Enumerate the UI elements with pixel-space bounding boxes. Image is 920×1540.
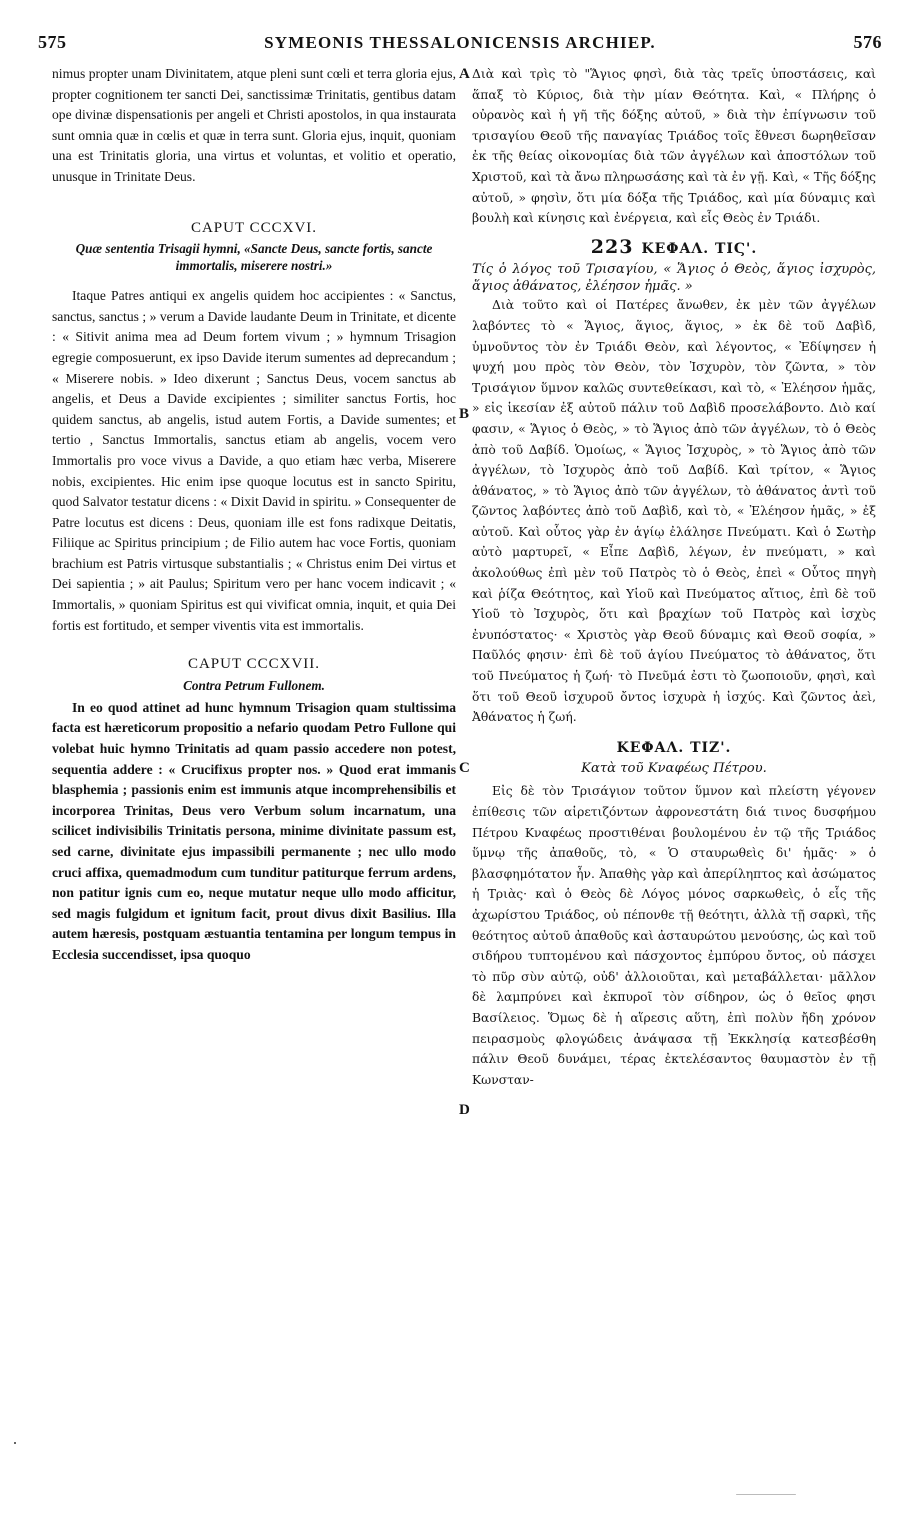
- greek-kephal-316-heading: [472, 237, 876, 260]
- scan-speck: [14, 1442, 16, 1444]
- greek-kephal-316-label: ΚΕΦΑΛ. ΤΙϚ'.: [641, 240, 758, 257]
- page-number-right: 576: [853, 32, 882, 52]
- greek-kephal-317-paragraph: Εἰς δὲ τὸν Τρισάγιον τοῦτον ὕμνον καὶ πλείστη γέγονεν ἐπίθεσις τῶν αἱρετιζόντων ἀφρονεστάτη διά τινος δυσφήμου Πέτρου Κναφέως προστιθέναι βουλομένου ἐν τῷ τῆς Τριάδος ὕμνῳ τῆς ἀπαθοῦς, τὸ, « Ὁ σταυρωθεὶς δι' ἡμᾶς· » ὁ βλασφημότατον ἦν. Ἀπαθὴς γὰρ καὶ ἀπερίληπτος καὶ ἀσώματος ἡ Τριὰς· καὶ ὁ Θεὸς δὲ Λόγος μόνος σαρκωθεὶς, ὁ εἷς τῆς ἀχωρίστου Τριάδος, οὐ πέπονθε τῇ θεότητι, ἀλλὰ τῇ σαρκὶ, τῆς θεότητος αὐτοῦ ἀπαθοῦς καὶ ἀσταυρώτου μενούσης, ὡς καὶ τοῦ σιδήρου τυπτομένου καὶ πάσχοντος ἐμπύρου ὄντος, οὐ πάσχει τὸ πῦρ σὺν αὐτῷ, οὐδ' ἀλλοιοῦται, καὶ μεταβάλλεται· μᾶλλον δὲ λαμπρύνει καὶ ἐκπυροῖ τὸν σίδηρον, ὡς ὁ θεῖος φησι Βασίλειος. Ὅμως δὲ ἡ αἵρεσις αὕτη, ἐπὶ πολὺν ἤδη χρόνον πειρασμοὺς φλογώδεις ἀνάψασα τῇ Ἐκκλησίᾳ κατεσβέσθη πάλιν Θεοῦ δυνάμει, τέρας ἐκτελέσαντος θαυμαστὸν ἐν τῇ Κωνσταν-: [472, 784, 876, 1087]
- latin-intro-paragraph: nimus propter unam Divinitatem, atque pleni sunt cœli et terra gloria ejus, propter cognitionem ter sancti Dei, sanctissimæ Trinitatis, gentibus datam ope divinæ dispensationis per angeli et Christi apostolos, in qua instaurata sunt omnia quæ in cœlis et quæ in terra sunt. Gloria ejus, inquit, quoniam una est Trinitatis gloria, una virtus et voluntas, et volitio et operatio, unusque in Trinitate Deus.: [52, 66, 456, 184]
- latin-caput-316-paragraph: Itaque Patres antiqui ex angelis quidem hoc accipientes : « Sanctus, sanctus, sanctus ; » verum a Davide laudante Deum in Trinitate, et dicente : « Sitivit anima mea ad Deum fortem vivum ; » hymnum Trisagion egregie composuerunt, ex ipso Davide iterum sumentes ad deprecandum ; « Miserere nobis. » Ideo dixerunt ; Sanctus Deus, vocem sanctus ab angelis, et Deus a Davide excipientes ; similiter sanctus Fortis, hoc quidem sanctus, ab angelis, istud autem Fortis, a Davide sumentes; et tertio , Sanctus Immortalis, sanctus etiam ab angelis, vocem vero Immortalis pro voce vivus a Davide, a quo etiam hæc verba, Miserere nobis, excipientes. Hic enim ipse quoque locutus est in sancto Spiritu, quod Salvator testatur dicens : « Dixit David in spiritu. » Consequenter de Patre locutus est dicens : Deus, quoniam ille est fons radixque Deitatis, Filiique ac Spiritus principium ; de Filio autem hac voce Fortis, quoniam brachium est Patris virtusque substantialis ; « Christus enim Dei virtus et Dei sapientia ; » ait Paulus; Spiritum vero per hanc vocem indicavit ; « Immortalis, » quoniam Spiritus est qui vivificat omnia, inquit, et quia Dei fortis est fortitudo, et semper viventis vita est immortalis.: [52, 288, 456, 633]
- margin-marker-a: A: [459, 66, 470, 82]
- greek-column: [472, 64, 876, 1090]
- latin-caput-317-heading: CAPUT CCCXVII.: [187, 656, 321, 673]
- page-number-left: 575: [38, 32, 67, 52]
- greek-intro-paragraph: Διὰ καὶ τρὶς τὸ "Ἅγιος φησὶ, διὰ τὰς τρεῖς ὑποστάσεις, καὶ ἅπαξ τὸ Κύριος, διὰ τὴν μίαν Θεότητα. Καὶ, « Πλήρης ὁ οὐρανὸς καὶ ἡ γῆ τῆς δόξης αὐτοῦ, » διὰ τὴν ἐπίγνωσιν τοῦ τρισαγίου Θεοῦ τῆς παναγίας Τριάδος τοῖς ἔθνεσι δωρηθεῖσαν ἐκ τῆς θείας οἰκονομίας διὰ τῶν ἀγγέλων καὶ ἀποστόλων τοῦ Χριστοῦ, καὶ τὰ ἄνω πληρωσάσης καὶ τὰ ἐν γῇ. Καὶ, « Τῆς δόξης αὐτοῦ, » φησὶν, ὅτι μία δόξα τῆς Τριάδος, καὶ μία δύναμις καὶ βουλὴ καὶ κίνησις καὶ ἐνέργεια, καὶ εἷς Θεὸς ἐν Τριάδι.: [472, 67, 876, 226]
- latin-caput-316-heading: CAPUT CCCXVI.: [190, 219, 318, 236]
- latin-caput-316-subtitle: Quæ sententia Trisagii hymni, «Sancte Deus, sancte fortis, sancte immortalis, miserere nostri.»: [75, 241, 433, 274]
- latin-caput-317-paragraph: In eo quod attinet ad hunc hymnum Trisagion quam stultissima facta est hæreticorum propositio a nefario quodam Petro Fullone qui volebat huic hymno Trinitatis ad quam passio accedere non potest, sequentia addere : « Crucifixus propter nos. » Quod erat immanis blasphemia ; passionis enim est immunis atque incomprehensibilis et incorporea Trinitas, Deus vero Verbum solum incarnatum, una scilicet indivisibilis Trinitatis persona, minime divinitate passum est, sed carne, divinitate ejus impassibili permanente ; nec ullo modo cruci affixa, quemadmodum cum tunditur patiturque ferrum ardens, non patitur ignis cum eo, neque mutatur neque ullo modo afficitur, sed magis fulgidum et ignitum facit, prout divus dixit Basilius. Illa autem hæresis, postquam æstuantia tentamina per longum tempus in Ecclesia succendisset, ipsa quoquo: [52, 699, 456, 962]
- greek-kephal-317-heading: ΚΕΦΑΛ. ΤΙΖ'.: [616, 739, 732, 756]
- latin-caput-317-subtitle: Contra Petrum Fullonem.: [183, 677, 325, 693]
- margin-marker-c: C: [459, 760, 470, 776]
- running-head: [38, 32, 882, 58]
- greek-kephal-316-paragraph: Διὰ τοῦτο καὶ οἱ Πατέρες ἄνωθεν, ἐκ μὲν τῶν ἀγγέλων λαβόντες τὸ « Ἅγιος, ἅγιος, ἅγιος, » ἐκ δὲ τοῦ Δαβὶδ, ὑμνοῦντος τὸν ἐν Τριάδι Θεὸν, καὶ λέγοντος, « Ἐδίψησεν ἡ ψυχή μου πρὸς τὸν Θεὸν, τὸν Ἰσχυρὸν, τὸν ζῶντα, » τὸν Τρισάγιον ὕμνον καλῶς συντεθείκασι, καὶ τὸ, « Ἐλέησον ἡμᾶς, » εἰς ἱκεσίαν ἐξ αὐτοῦ πάλιν τοῦ Δαβὶδ προσελάβοντο. Διὸ καί φασιν, « Ἅγιος ὁ Θεὸς, » τὸ Ἅγιος ἀπὸ τῶν ἀγγέλων, τὸ ὁ Θεὸς ἀπὸ τοῦ Δαβίδ. Ὁμοίως, « Ἅγιος Ἰσχυρὸς, » τὸ Ἅγιος ἀπὸ τῶν ἀγγέλων, τὸ Ἰσχυρὸς ἀπὸ τοῦ Δαβίδ. Καὶ τρίτον, « Ἅγιος ἀθάνατος, » τὸ Ἅγιος ἀπὸ τῶν ἀγγέλων, τὸ ἀθάνατος ἀντὶ τοῦ ζῶντος λαβόντες ἀπὸ τοῦ Δαβὶδ, καὶ τὸ, « Ἐλέησον ἡμᾶς, » ἐξ αὐτοῦ. Καὶ οὗτος γὰρ ἐν ἁγίῳ ἐλάλησε Πνεύματι. Καὶ ὁ Σωτὴρ αὐτὸ μαρτυρεῖ, « Εἶπε Δαβὶδ, λέγων, ἐν πνεύματι, » καὶ ἀκολούθως ἐπὶ μὲν τοῦ Πατρὸς τὸ ὁ Θεὸς, ἐπεὶ « Οὗτος πηγὴ καὶ ῥίζα Θεότητος, καὶ Υἱοῦ καὶ Πνεύματος αἴτιος, ἐπὶ δὲ τοῦ Υἱοῦ τὸ Ἰσχυρὸς, ὅτι καὶ βραχίων τοῦ Πατρὸς καὶ ἰσχὺς ἐνυπόστατος· « Χριστὸς γὰρ Θεοῦ δύναμις καὶ Θεοῦ σοφία, » Παῦλός φησιν· ἐπὶ δὲ τοῦ ἁγίου Πνεύματος τὸ ἀθάνατος, ὅτι τοῦ Πνεύματος ἡ ζωή· τὸ Πνεῦμά ἐστι τὸ ζωοποιοῦν, φησὶ, καὶ ὅτι τοῦ Θεοῦ ἰσχυροῦ ὄντος ἰσχυρὰ ἡ ἰσχύς. Καὶ ζῶντος ἀεὶ, Ἀθάνατος ἡ ζωή.: [472, 298, 876, 725]
- margin-marker-b: B: [459, 406, 470, 422]
- greek-kephal-316-lemma: Τίς ὁ λόγος τοῦ Τρισαγίου, « Ἅγιος ὁ Θεὸς, ἅγιος ἰσχυρὸς, ἅγιος ἀθάνατος, ἐλέησον ἡμᾶς. »: [472, 262, 876, 295]
- scan-speck: [736, 1494, 796, 1495]
- running-title: SYMEONIS THESSALONICENSIS ARCHIEP.: [264, 33, 656, 52]
- greek-kephal-317-lemma: Κατὰ τοῦ Κναφέως Πέτρου.: [581, 761, 767, 777]
- section-number: 223: [590, 235, 634, 258]
- latin-column: [52, 64, 456, 966]
- margin-marker-d: D: [459, 1102, 470, 1118]
